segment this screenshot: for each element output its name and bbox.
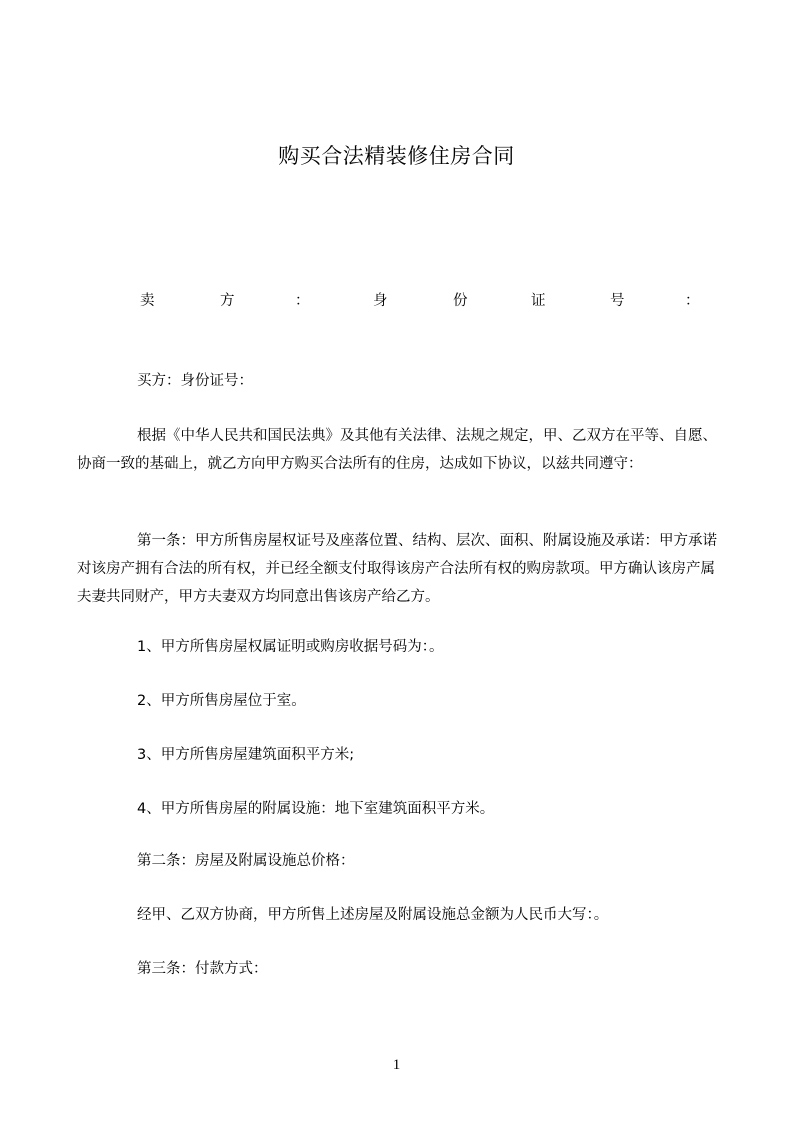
seller-line-char: 证 (531, 293, 546, 309)
item-3: 3、甲方所售房屋建筑面积平方米; (137, 747, 355, 763)
seller-line-char: 份 (453, 293, 468, 309)
page-number: 1 (392, 1057, 401, 1073)
intro-paragraph: 根据《中华人民共和国民法典》及其他有关法律、法规之规定，甲、乙双方在平等、自愿、协商一致的基础上，就乙方向甲方购买合法所有的住房，达成如下协议，以兹共同遵守： (77, 428, 717, 472)
price-paragraph: 经甲、乙双方协商，甲方所售上述房屋及附属设施总金额为人民币大写：。 (137, 907, 609, 923)
item-4: 4、甲方所售房屋的附属设施：地下室建筑面积平方米。 (137, 801, 495, 817)
seller-line-char: 号 (610, 293, 625, 309)
article-2-heading: 第二条：房屋及附属设施总价格： (137, 853, 355, 869)
seller-line-char: ： (295, 293, 310, 309)
item-2: 2、甲方所售房屋位于室。 (137, 693, 306, 709)
contract-title: 购买合法精装修住房合同 (278, 144, 515, 168)
item-1: 1、甲方所售房屋权属证明或购房收据号码为：。 (137, 639, 444, 655)
seller-line-char: 身 (373, 293, 388, 309)
article-1-paragraph: 第一条：甲方所售房屋权证号及座落位置、结构、层次、面积、附属设施及承诺：甲方承诺对该房产拥有合法的所有权，并已经全额支付取得该房产合法所有权的购房款项。甲方确认该房产属夫妻共同财产，甲方夫妻双方均同意出售该房产给乙方。 (77, 533, 717, 605)
seller-line-char: 方 (220, 293, 235, 309)
seller-line-char: 卖 (140, 293, 155, 309)
buyer-id-line: 买方：身份证号： (137, 373, 253, 389)
seller-line-char: ： (685, 293, 700, 309)
article-3-heading: 第三条：付款方式： (137, 961, 268, 977)
seller-id-line (140, 289, 700, 313)
